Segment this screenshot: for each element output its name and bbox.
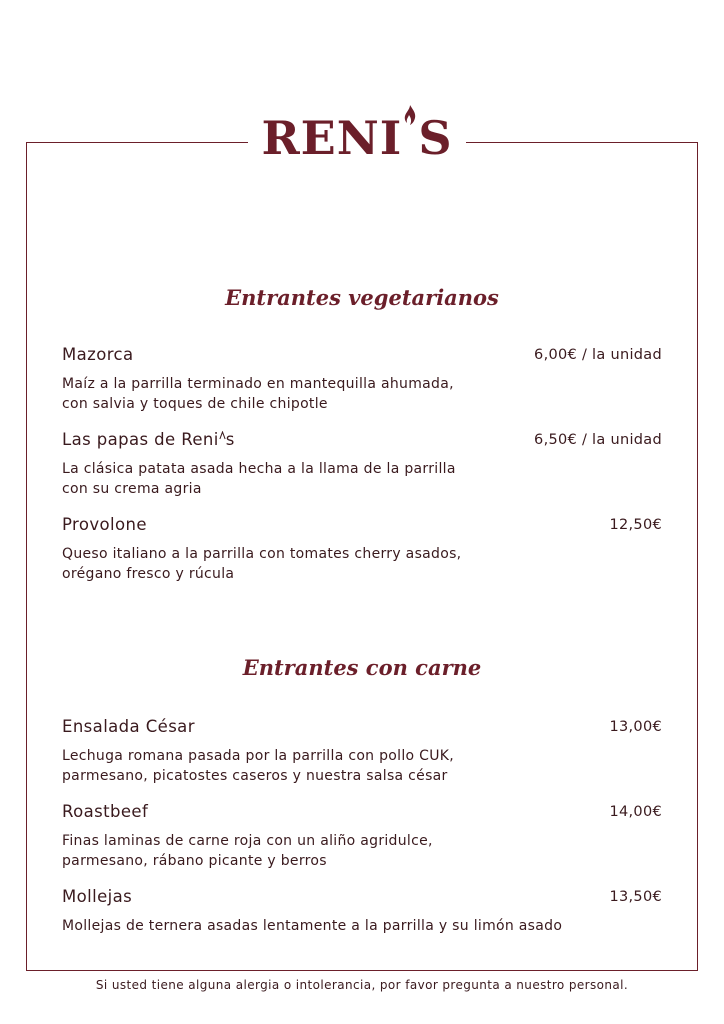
item-name-provolone: Provolone [62,515,147,534]
item-name-text: Las papas de Reni [62,430,219,449]
item-description-papas [62,459,622,499]
item-price-mollejas: 13,50€ [609,889,662,905]
brand-name: RENI [261,111,403,165]
flame-icon [402,104,418,126]
item-description-provolone [62,544,622,584]
item-description-ensalada-cesar [62,746,622,786]
description-line: parmesano, rábano picante y berros [62,853,327,869]
brand-logo [248,108,466,168]
item-name-mollejas: Mollejas [62,887,133,906]
description-line: Lechuga romana pasada por la parrilla con pollo CUK, [62,748,455,764]
section-title-meat: Entrantes con carne [242,655,482,680]
description-line: con salvia y toques de chile chipotle [62,396,328,412]
item-description-mollejas [62,916,662,936]
item-name-roastbeef: Roastbeef [62,802,149,821]
description-line: parmesano, picatostes caseros y nuestra salsa césar [62,768,448,784]
item-price-mazorca: 6,00€ / la unidad [534,347,662,363]
description-line: La clásica patata asada hecha a la llama de la parrilla [62,461,456,477]
item-name-papas [62,430,235,449]
description-line: con su crema agria [62,481,202,497]
allergy-notice: Si usted tiene alguna alergia o intolerancia, por favor pregunta a nuestro personal. [95,978,629,992]
description-line: Finas laminas de carne roja con un aliño agridulce, [62,833,433,849]
section-title-vegetarian: Entrantes vegetarianos [225,285,499,310]
item-price-roastbeef: 14,00€ [609,804,662,820]
item-name-mazorca: Mazorca [62,345,134,364]
item-name-suffix: s [225,430,235,449]
brand-suffix: S [418,111,453,165]
item-name-ensalada-cesar: Ensalada César [62,717,195,736]
item-price-provolone: 12,50€ [609,517,662,533]
flame-icon [219,431,226,440]
description-line: Maíz a la parrilla terminado en mantequilla ahumada, [62,376,454,392]
description-line: orégano fresco y rúcula [62,566,235,582]
description-line: Mollejas de ternera asadas lentamente a la parrilla y su limón asado [62,918,563,934]
item-price-papas: 6,50€ / la unidad [534,432,662,448]
item-description-mazorca [62,374,622,414]
item-description-roastbeef [62,831,622,871]
description-line: Queso italiano a la parrilla con tomates cherry asados, [62,546,462,562]
item-price-ensalada-cesar: 13,00€ [609,719,662,735]
